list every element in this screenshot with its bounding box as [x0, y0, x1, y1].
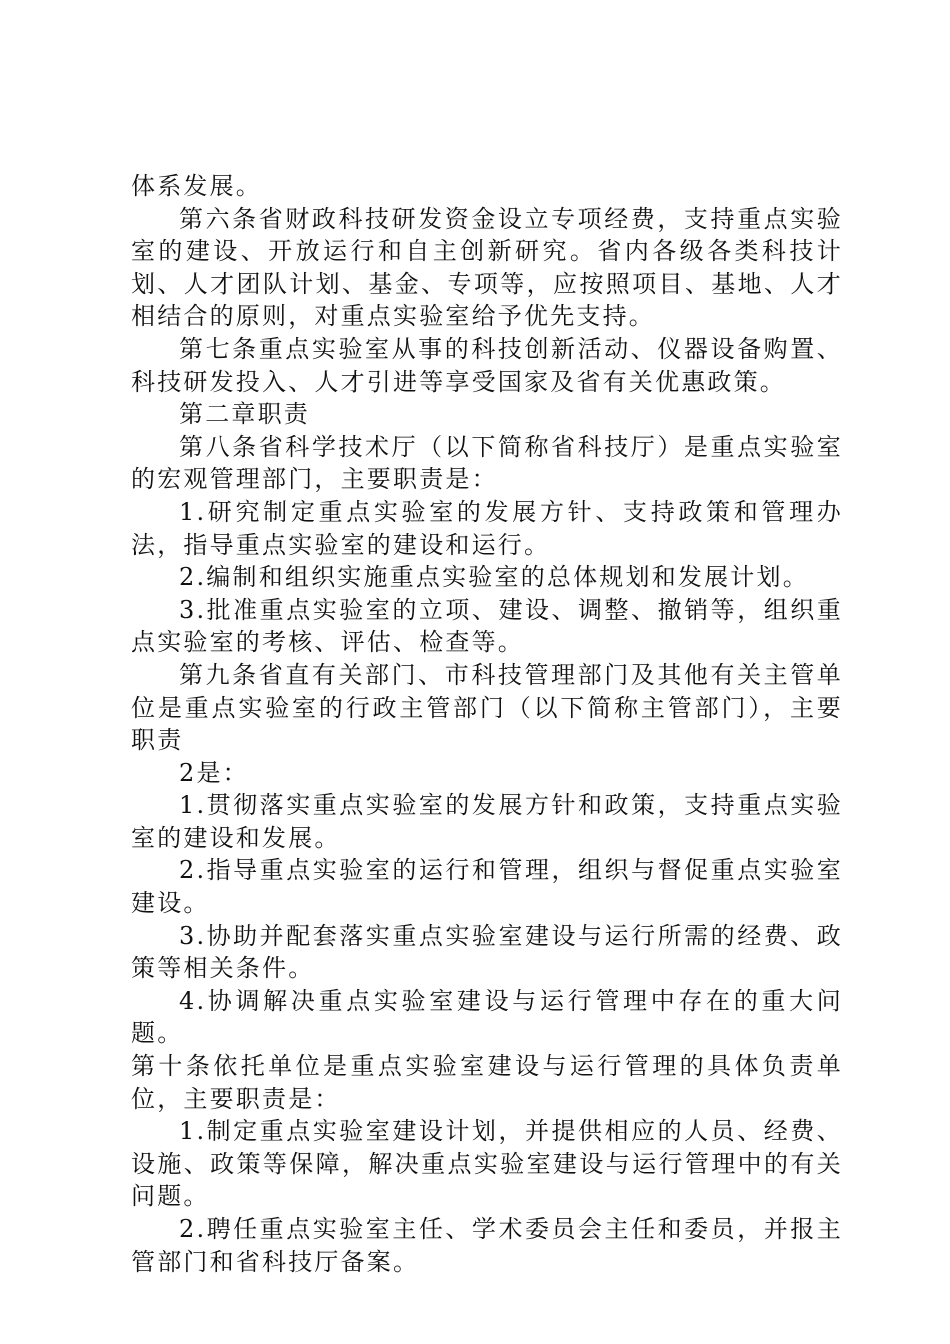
list-item: 2.编制和组织实施重点实验室的总体规划和发展计划。: [179, 563, 809, 592]
paragraph: 2是：: [179, 758, 249, 787]
list-item: 2.聘任重点实验室主任、学术委员会主任和委员，并报主管部门和省科技厅备案。: [131, 1215, 843, 1276]
paragraph: 体系发展。: [131, 172, 262, 200]
list-item: 3.协助并配套落实重点实验室建设与运行所需的经费、政策等相关条件。: [131, 921, 843, 983]
chapter-heading: 第二章职责: [179, 400, 310, 429]
paragraph: 第六条省财政科技研发资金设立专项经费，支持重点实验室的建设、开放运行和自主创新研究。省内各级各类科技计划、人才团队计划、基金、专项等，应按照项目、基地、人才相结合的原则，对重点实验室给予优先支持。: [131, 204, 843, 331]
list-item: 1.制定重点实验室建设计划，并提供相应的人员、经费、设施、政策等保障，解决重点实验室建设与运行管理中的有关问题。: [131, 1117, 843, 1211]
paragraph: 第九条省直有关部门、市科技管理部门及其他有关主管单位是重点实验室的行政主管部门（以下简称主管部门），主要职责: [131, 660, 843, 755]
paragraph: 第十条依托单位是重点实验室建设与运行管理的具体负责单位，主要职责是：: [131, 1052, 843, 1113]
list-item: 1.研究制定重点实验室的发展方针、支持政策和管理办法，指导重点实验室的建设和运行。: [131, 497, 843, 559]
document-body: [131, 170, 843, 1278]
list-item: 3.批准重点实验室的立项、建设、调整、撤销等，组织重点实验室的考核、评估、检查等。: [131, 595, 843, 657]
list-item: 4.协调解决重点实验室建设与运行管理中存在的重大问题。: [131, 986, 843, 1048]
paragraph: 第八条省科学技术厅（以下简称省科技厅）是重点实验室的宏观管理部门，主要职责是：: [131, 432, 843, 494]
list-item: 2.指导重点实验室的运行和管理，组织与督促重点实验室建设。: [131, 856, 843, 918]
list-item: 1.贯彻落实重点实验室的发展方针和政策，支持重点实验室的建设和发展。: [131, 791, 843, 852]
paragraph: 第七条重点实验室从事的科技创新活动、仪器设备购置、科技研发投入、人才引进等享受国家及省有关优惠政策。: [131, 334, 843, 396]
